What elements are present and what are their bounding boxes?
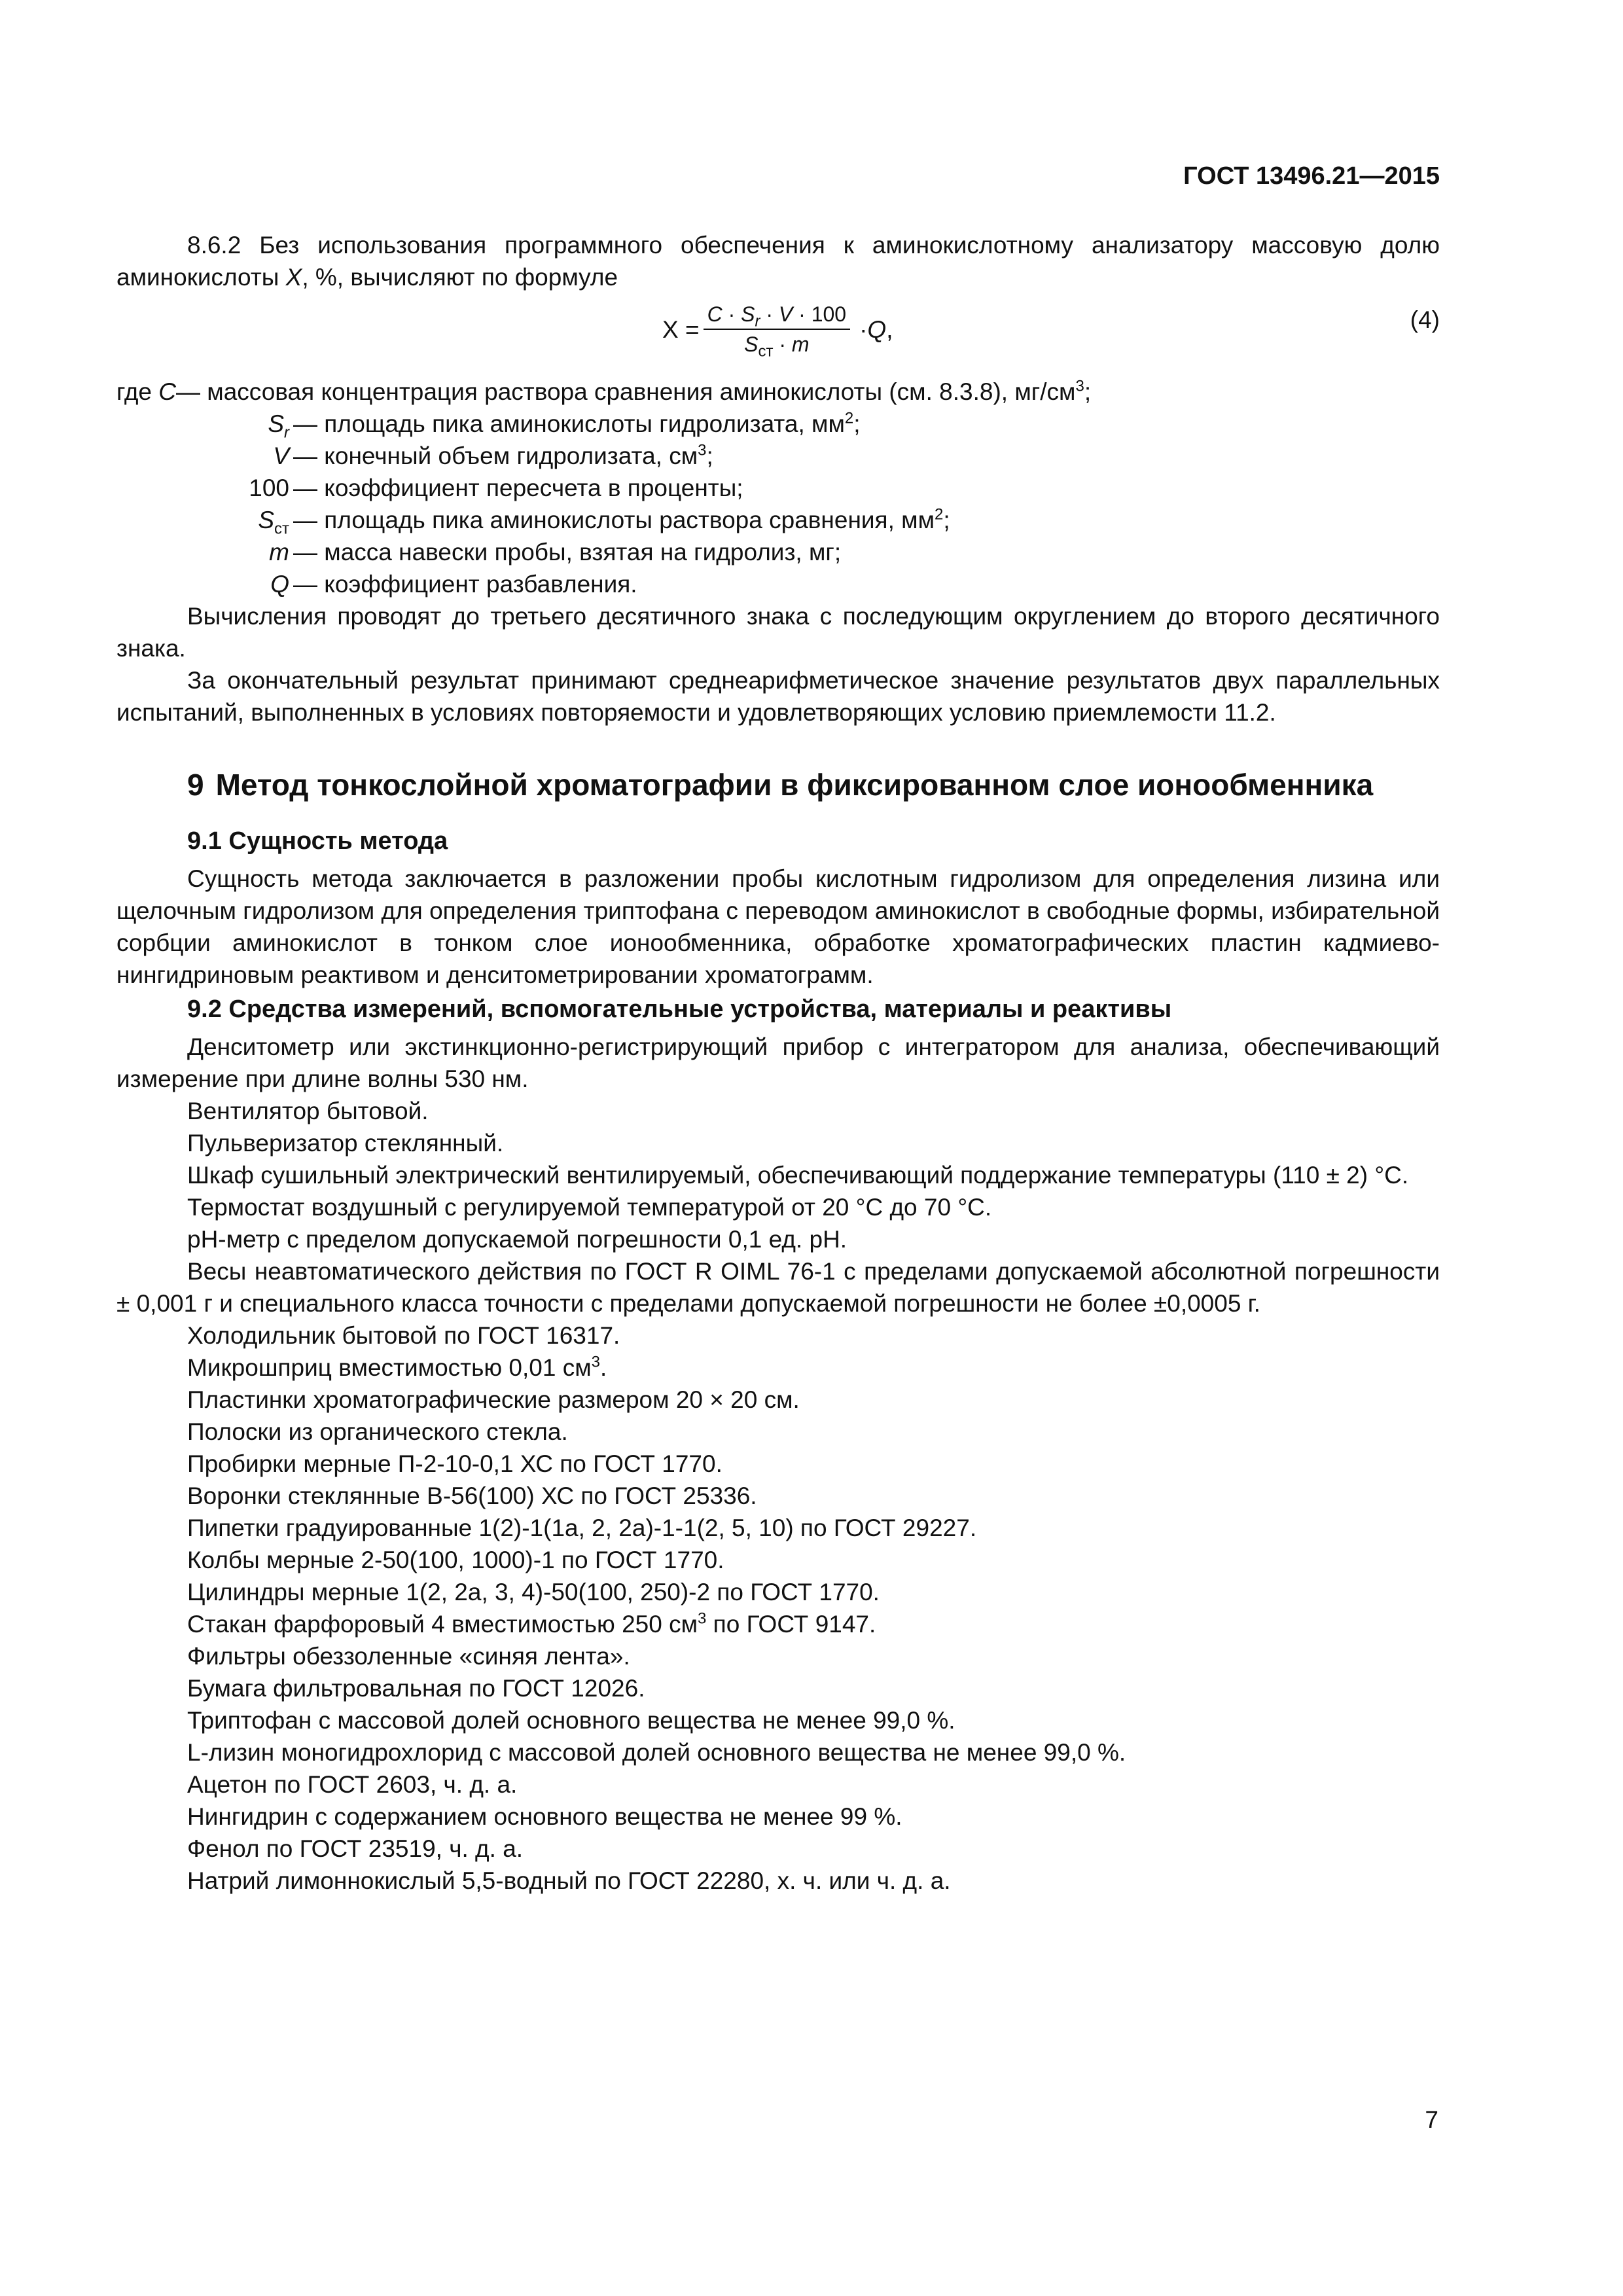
legend-row: Q — коэффициент разбавления. [270,571,637,598]
paragraph-8-6-2-intro: 8.6.2 Без использования программного обеспечения к аминокислотному анализатору массовую долю аминокислоты X, %, вычисляют по формуле [116,232,1440,291]
equipment-item: Триптофан с массовой долей основного вещества не менее 99,0 %. [187,1707,955,1734]
equipment-item: Натрий лимоннокислый 5,5-водный по ГОСТ 22280, х. ч. или ч. д. а. [187,1867,951,1894]
equipment-item: Вентилятор бытовой. [187,1098,429,1124]
equipment-item: L-лизин моногидрохлорид с массовой долей основного вещества не менее 99,0 %. [187,1739,1126,1766]
equipment-item: Пробирки мерные П-2-10-0,1 ХС по ГОСТ 1770. [187,1450,722,1477]
formula-numerator: $C \cdot S_r \cdot V \cdot 100$ [704,300,851,330]
legend-row: где C — массовая концентрация раствора сравнения аминокислоты (см. 8.3.8), $мг/см^3$; [116,377,1092,405]
page-number: 7 [1425,2106,1438,2133]
equipment-item: Полоски из органического стекла. [187,1418,568,1445]
equipment-item: Шкаф сушильный электрический вентилируемый, обеспечивающий поддержание температуры (110 ± 2) °С. [187,1162,1409,1189]
equipment-item: Стакан фарфоровый 4 вместимостью 250 $см^3$ по ГОСТ 9147. [187,1609,876,1638]
formula-legend [116,376,1440,600]
formula-fraction [704,300,851,359]
equipment-item: Нингидрин с содержанием основного вещества не менее 99 %. [187,1803,902,1830]
section-9-2-heading: 9.2 Средства измерений, вспомогательные устройства, материалы и реактивы [187,996,1172,1023]
equipment-item: Ацетон по ГОСТ 2603, ч. д. а. [187,1771,518,1798]
equipment-item: Фенол по ГОСТ 23519, ч. д. а. [187,1835,524,1862]
equipment-item: Микрошприц вместимостью 0,01 $см^3$. [187,1353,607,1381]
equipment-item: Фильтры обеззоленные «синяя лента». [187,1643,630,1670]
equipment-item: Колбы мерные 2-50(100, 1000)-1 по ГОСТ 1770. [187,1547,724,1573]
equipment-item: pH-метр с пределом допускаемой погрешности 0,1 ед. pH. [187,1226,847,1253]
equipment-item: Холодильник бытовой по ГОСТ 16317. [187,1322,620,1349]
equation-number: (4) [1410,306,1440,333]
formula-denominator: $S_{ст} \cdot m$ [744,332,810,361]
equipment-item: Весы неавтоматического действия по ГОСТ R OIML 76-1 с пределами допускаемой абсолютной погрешности ± 0,001 г и специального класса точности с пределами допускаемой погрешности не более ±0,0005 г. [116,1258,1440,1317]
legend-row: 100 — коэффициент пересчета в проценты; [249,475,743,501]
final-result-note: За окончательный результат принимают среднеарифметическое значение результатов двух параллельных испытаний, выполненных в условиях повторяемости и удовлетворяющих условию приемлемости 11.2. [116,667,1440,726]
legend-row: $S_r$ — площадь пика аминокислоты гидролизата, $мм^2$; [268,409,861,442]
document-code: ГОСТ 13496.21—2015 [1183,162,1440,190]
equipment-item: Пипетки градуированные 1(2)-1(1а, 2, 2а)-1-1(2, 5, 10) по ГОСТ 29227. [187,1515,977,1541]
equipment-item: Бумага фильтровальная по ГОСТ 12026. [187,1675,645,1702]
section-9-1-text: Сущность метода заключается в разложении пробы кислотным гидролизом для определения лизина или щелочным гидролизом для определения триптофана с переводом аминокислот в свободные формы, избирательной сорбции аминокислот в тонком слое ионообменника, обработке хроматографических пластин кадмиево-нингидриновым реактивом и денситометрировании хроматограмм. [116,865,1440,988]
equipment-item: Денситометр или экстинкционно-регистрирующий прибор с интегратором для анализа, обеспечивающий измерение при длине волны 530 нм. [116,1033,1440,1092]
equipment-item: Пластинки хроматографические размером 20 × 20 см. [187,1386,800,1413]
equipment-item: Пульверизатор стеклянный. [187,1130,504,1157]
equipment-item: Цилиндры мерные 1(2, 2а, 3, 4)-50(100, 250)-2 по ГОСТ 1770. [187,1579,880,1605]
formula-body: X = $\frac{C \cdot S_r \cdot V \cdot 100}{S_{ст} \cdot m}$ · Q , [662,300,893,359]
equipment-item: Воронки стеклянные В-56(100) ХС по ГОСТ 25336. [187,1482,757,1509]
legend-row: V — конечный объем гидролизата, $см^3$; [273,441,713,469]
section-9-heading: 9 Метод тонкослойной хроматографии в фиксированном слое ионообменника [187,768,1374,802]
legend-row: $S_{ст}$ — площадь пика аминокислоты раствора сравнения, $мм^2$; [258,505,950,538]
equipment-item: Термостат воздушный с регулируемой температурой от 20 °С до 70 °С. [187,1194,992,1221]
formula-4 [116,296,1440,373]
legend-row: m — масса навески пробы, взятая на гидролиз, мг; [269,539,842,565]
calc-note: Вычисления проводят до третьего десятичного знака с последующим округлением до второго десятичного знака. [116,603,1440,662]
section-9-1-heading: 9.1 Сущность метода [187,827,448,855]
page-content [116,229,1440,1897]
